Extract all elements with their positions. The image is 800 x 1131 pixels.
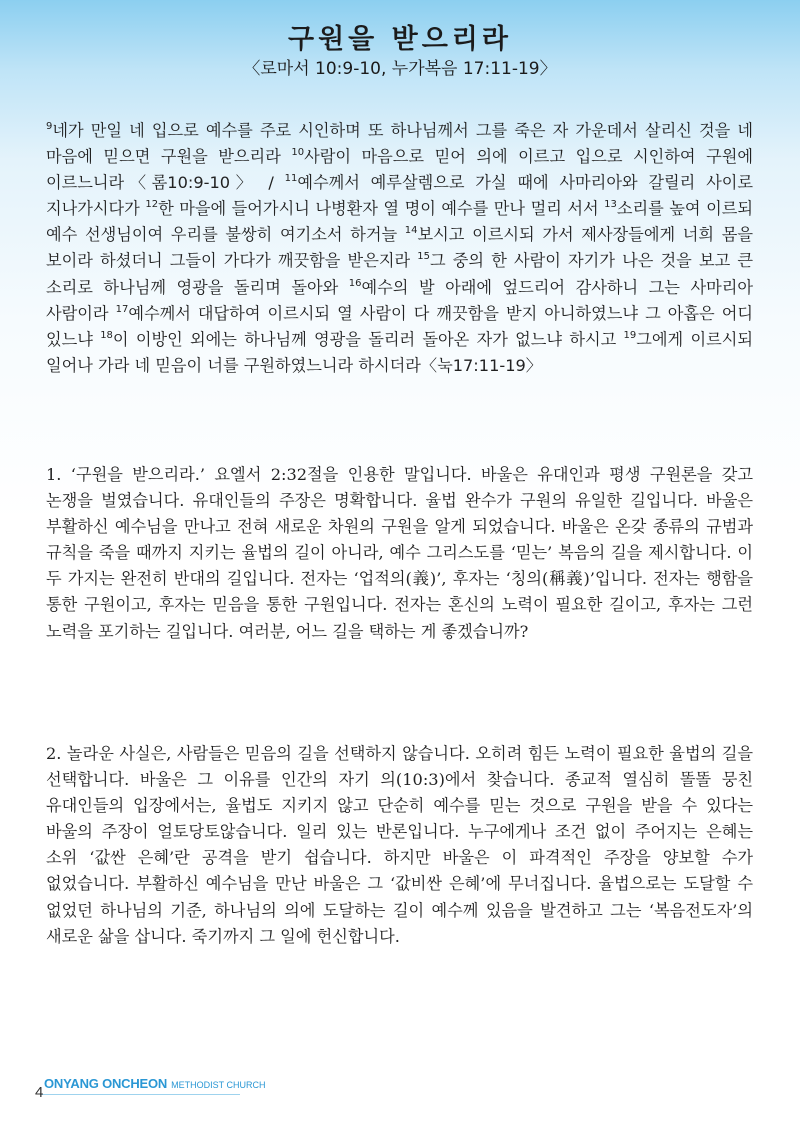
- page-subtitle: 〈로마서 10:9-10, 누가복음 17:11-19〉: [243, 59, 557, 79]
- verse-number: 14: [404, 225, 418, 237]
- verse-number: 19: [623, 329, 637, 341]
- church-name-main: ONYANG ONCHEON: [44, 1076, 168, 1091]
- verse-number: 12: [145, 199, 159, 211]
- verse-text: 예수의 발 아래에 엎드리어 감사하니 그는 사마리아 사람이라: [46, 277, 753, 323]
- footer-church-logo: [44, 1076, 265, 1092]
- verse-text: 한 마을에 들어가시니 나병환자 열 명이 예수를 만나 멀리 서서: [158, 199, 605, 219]
- verse-text: 보시고 이르시되 가서 제사장들에게 너희 몸을 보이라 하셨더니 그들이 가다가 깨끗함을 받은지라: [46, 225, 753, 271]
- scripture-passage: [46, 118, 753, 379]
- verse-text: 이 이방인 외에는 하나님께 영광을 돌리러 돌아온 자가 없느냐 하시고: [112, 329, 624, 349]
- verse-number: 11: [284, 173, 298, 185]
- footer-divider: [40, 1094, 240, 1095]
- commentary-paragraph-2: 2. 놀라운 사실은, 사람들은 믿음의 길을 선택하지 않습니다. 오히려 힘든 노력이 필요한 율법의 길을 선택합니다. 바울은 그 이유를 인간의 자기 의(10:3)에서 찾습니다. 종교적 열심히 똘똘 뭉친 유대인들의 입장에서는, 율법도 지키지 않고 단순히 예수를 믿는 것으로 구원을 받을 수 있다는 바울의 주장이 얼토당토않습니다. 일리 있는 반론입니다. 누구에게나 조건 없이 주어지는 은혜는 소위 ‘값싼 은혜’란 공격을 받기 쉽습니다. 하지만 바울은 이 파격적인 주장을 양보할 수가 없었습니다. 부활하신 예수님을 만난 바울은 그 ‘값비싼 은혜’에 무너집니다. 율법으로는 도달할 수 없었던 하나님의 기준, 하나님의 의에 도달하는 길이 예수께 있음을 발견하고 그는 ‘복음전도자’의 새로운 삶을 삽니다. 죽기까지 그 일에 헌신합니다.: [46, 744, 753, 946]
- verse-text: 그 중의 한 사람이 자기가 나은 것을 보고 큰 소리로 하나님께 영광을 돌리며 돌아와: [46, 251, 753, 297]
- verse-number: 18: [100, 329, 113, 341]
- verse-number: 15: [417, 251, 430, 263]
- verse-number: 17: [115, 303, 129, 315]
- verse-text: 네가 만일 네 입으로 예수를 주로 시인하며 또 하나님께서 그를 죽은 자 가운데서 살리신 것을 네 마음에 믿으면 구원을 받으리라: [46, 121, 753, 167]
- commentary-paragraph-1: 1. ‘구원을 받으리라.’ 요엘서 2:32절을 인용한 말입니다. 바울은 유대인과 평생 구원론을 갖고 논쟁을 벌였습니다. 유대인들의 주장은 명확합니다. 율법 완수가 구원의 유일한 길입니다. 바울은 부활하신 예수님을 만나고 전혀 새로운 차원의 구원을 알게 되었습니다. 바울은 온갖 종류의 규범과 규칙을 죽을 때까지 지키는 율법의 길이 아니라, 예수 그리스도를 ‘믿는’ 복음의 길을 제시합니다. 이 두 가지는 완전히 반대의 길입니다. 전자는 ‘업적의(義)’, 후자는 ‘칭의(稱義)’입니다. 전자는 행함을 통한 구원이고, 후자는 믿음을 통한 구원입니다. 전자는 혼신의 노력이 필요한 길이고, 후자는 그런 노력을 포기하는 길입니다. 여러분, 어느 길을 택하는 게 좋겠습니까?: [46, 465, 753, 641]
- verse-text: 사람이 마음으로 믿어 의에 이르고 입으로 시인하여 구원에 이르느니라〈롬10:9-10〉 /: [46, 147, 753, 193]
- church-name-sub: METHODIST CHURCH: [171, 1080, 266, 1090]
- page-title: 구원을 받으리라: [288, 24, 512, 55]
- verse-number: 13: [604, 199, 617, 211]
- verse-text: 예수께서 예루살렘으로 가실 때에 사마리아와 갈릴리 사이로 지나가시다가: [46, 173, 753, 219]
- verse-number: 9: [46, 121, 53, 132]
- verse-number: 16: [348, 277, 362, 289]
- verse-text: 예수께서 대답하여 이르시되 열 사람이 다 깨끗함을 받지 아니하였느냐 그 아홉은 어디 있느냐: [46, 303, 753, 349]
- verse-number: 10: [291, 147, 305, 159]
- verse-text: 소리를 높여 이르되 예수 선생님이여 우리를 불쌍히 여기소서 하거늘: [46, 199, 753, 245]
- page-number: 4: [35, 1084, 44, 1101]
- verse-text: 그에게 이르시되 일어나 가라 네 믿음이 너를 구원하였느니라 하시더라〈눅17:11-19〉: [46, 329, 754, 375]
